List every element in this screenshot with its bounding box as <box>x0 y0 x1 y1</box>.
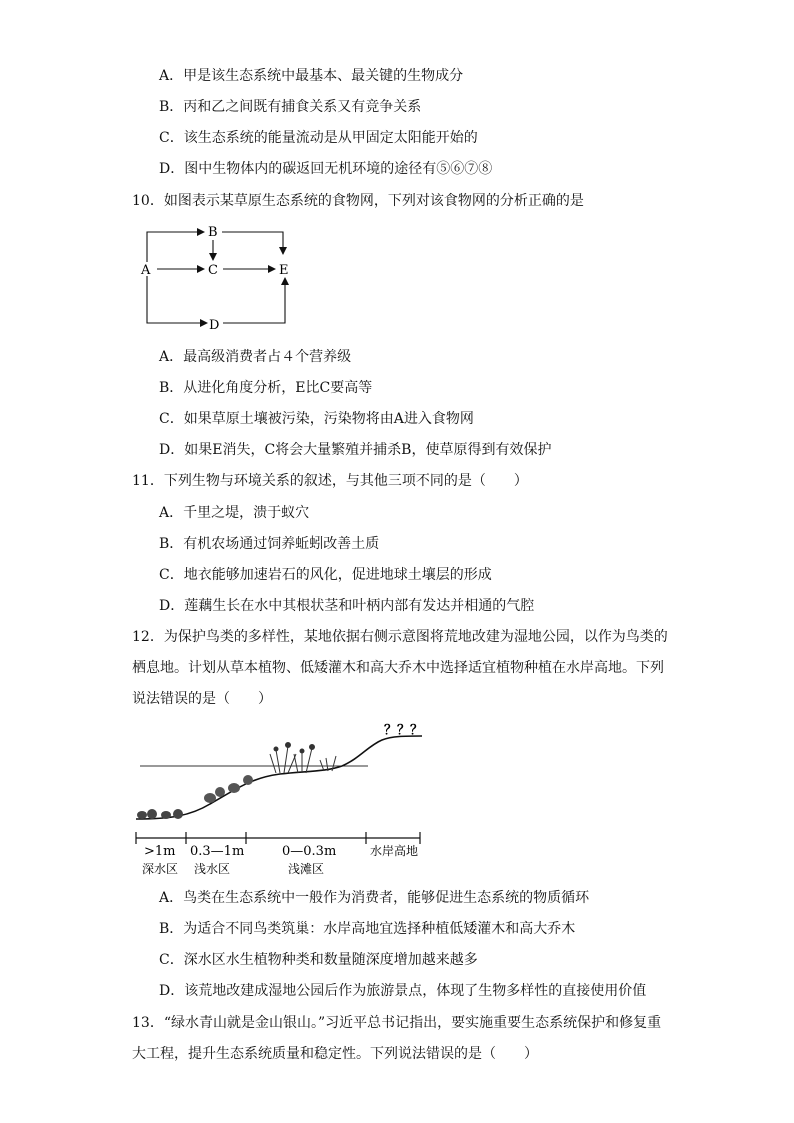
q10-option-b: B．从进化角度分析，E比C要高等 <box>159 380 373 396</box>
node-a: A <box>141 263 151 278</box>
q9-option-b: B．丙和乙之间既有捕食关系又有竞争关系 <box>159 99 422 115</box>
node-d: D <box>209 318 220 333</box>
food-web-diagram <box>130 222 310 337</box>
q10-option-c: C．如果草原土壤被污染，污染物将由A进入食物网 <box>159 411 474 427</box>
depth-label-shallow: 0.3—1m <box>190 844 245 859</box>
q11-option-d: D．莲藕生长在水中其根状茎和叶柄内部有发达并相通的气腔 <box>159 598 535 614</box>
arrow-b-e <box>222 232 283 254</box>
q9-option-c: C．该生态系统的能量流动是从甲固定太阳能开始的 <box>159 130 478 146</box>
q11-option-a: A．千里之堤，溃于蚁穴 <box>159 505 310 521</box>
q13-stem-line-1: 13．“绿水青山就是金山银山。”习近平总书记指出，要实施重要生态系统保护和修复重 <box>132 1015 662 1031</box>
shoal-plants <box>270 743 336 774</box>
q12-option-c: C．深水区水生植物种类和数量随深度增加越来越多 <box>159 952 478 968</box>
q12-option-d: D．该荒地改建成湿地公园后作为旅游景点，体现了生物多样性的直接使用价值 <box>159 983 647 999</box>
depth-label-shoal: 0—0.3m <box>282 844 337 859</box>
arrow-a-d <box>147 276 207 323</box>
q13-stem-line-2: 大工程，提升生态系统质量和稳定性。下列说法错误的是（ ） <box>132 1046 538 1062</box>
q10-option-d: D．如果E消失，C将会大量繁殖并捕杀B，使草原得到有效保护 <box>159 442 552 458</box>
q9-option-a: A．甲是该生态系统中最基本、最关键的生物成分 <box>159 68 464 84</box>
q12-stem-line-2: 栖息地。计划从草本植物、低矮灌木和高大乔木中选择适宜植物种植在水岸高地。下列 <box>132 660 664 676</box>
upland-question-marks: ？？？ <box>384 723 424 738</box>
q10-stem: 10．如图表示某草原生态系统的食物网，下列对该食物网的分析正确的是 <box>132 193 584 209</box>
zone-label-shoal: 浅滩区 <box>288 862 325 876</box>
node-b: B <box>208 225 218 240</box>
q12-stem-line-1: 12．为保护鸟类的多样性，某地依据右侧示意图将荒地改建为湿地公园，以作为鸟类的 <box>132 629 668 645</box>
q12-stem-line-3: 说法错误的是（ ） <box>132 691 272 707</box>
zone-label-deep: 深水区 <box>142 862 179 876</box>
q11-option-b: B．有机农场通过饲养蚯蚓改善土质 <box>159 536 380 552</box>
zone-label-upland: 水岸高地 <box>370 844 419 858</box>
q9-option-d: D．图中生物体内的碳返回无机环境的途径有⑤⑥⑦⑧ <box>159 161 493 177</box>
zone-label-shallow: 浅水区 <box>194 862 231 876</box>
q10-option-a: A．最高级消费者占４个营养级 <box>159 349 352 365</box>
q12-option-a: A．鸟类在生态系统中一般作为消费者，能够促进生态系统的物质循环 <box>159 890 590 906</box>
node-e: E <box>279 263 289 278</box>
node-c: C <box>208 263 218 278</box>
q11-option-c: C．地衣能够加速岩石的风化，促进地球土壤层的形成 <box>159 567 492 583</box>
q12-option-b: B．为适合不同鸟类筑巢：水岸高地宜选择种植低矮灌木和高大乔木 <box>159 921 576 937</box>
terrain-profile <box>136 736 422 819</box>
q11-stem: 11．下列生物与环境关系的叙述，与其他三项不同的是（ ） <box>132 473 528 489</box>
arrow-a-b <box>147 232 204 262</box>
depth-label-deep: >1m <box>144 844 176 859</box>
arrow-d-e <box>223 278 285 323</box>
wetland-profile-diagram <box>130 718 430 878</box>
shallow-water-plants <box>204 775 253 803</box>
